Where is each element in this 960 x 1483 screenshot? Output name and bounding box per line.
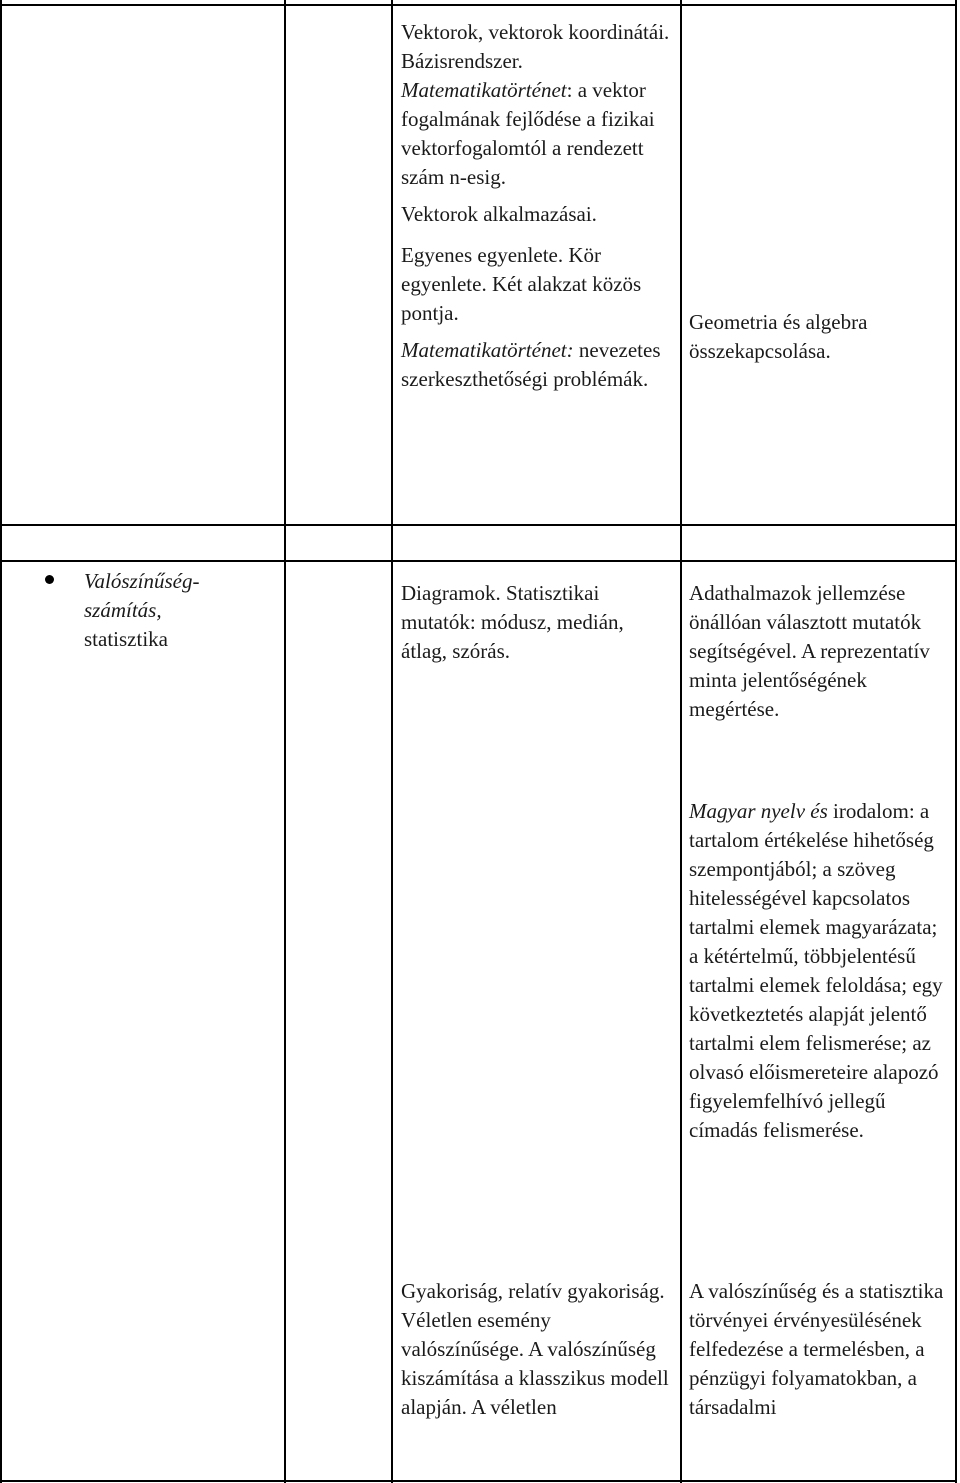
topic-line-2: számítás, — [84, 598, 162, 622]
probability-laws-connection: A valószínűség és a statisztika törvényei érvényesülésének felfedezése a termelésben, a pénzügyi folyamatokban, a társadalmi — [689, 1279, 944, 1419]
history-label-2: Matematikatörténet: — [401, 338, 574, 362]
row2-connections-a — [689, 579, 951, 724]
table-border-top — [0, 4, 957, 6]
row2-content-b — [401, 1277, 673, 1422]
table-border-right — [955, 0, 957, 1483]
topic-line-1: Valószínűség- — [84, 569, 200, 593]
literature-label: Magyar nyelv és — [689, 799, 828, 823]
history-text: : a vektor fogalmának fejlődése a fizikai vektorfogalomtól a rendezett szám n-esig. — [401, 78, 655, 189]
literature-connection — [689, 797, 951, 1145]
probability-content: Gyakoriság, relatív gyakoriság. Véletlen esemény valószínűsége. A valószínűség kiszámítása a klasszikus modell alapján. A véletlen — [401, 1279, 669, 1419]
literature-text: irodalom: a tartalom értékelése hihetőség szempontjából; a szöveg hitelességével kapcsolatos tartalmi elemek magyarázata; a kétértelmű, többjelentésű tartalmi elemek feloldása; egy következtetés alapját jelentő tartalmi elem felismerése; az olvasó előismereteire alapozó figyelemfelhívó jellegű címadás felismerése. — [689, 799, 943, 1142]
statistics-content: Diagramok. Statisztikai mutatók: módusz, medián, átlag, szórás. — [401, 581, 624, 663]
data-sets-connection: Adathalmazok jellemzése önállóan választott mutatók segítségével. A reprezentatív minta jelentőségének megértése. — [689, 581, 930, 721]
topic-line-3: statisztika — [84, 627, 168, 651]
column-divider-2 — [391, 0, 393, 1483]
row1-content-para-1: Vektorok, vektorok koordinátái. Bázisrendszer. — [401, 20, 670, 73]
row1-content-cell — [401, 18, 673, 394]
row1-content-para-4: Egyenes egyenlete. Kör egyenlete. Két alakzat közös pontja. — [401, 243, 642, 325]
row1-connections-cell — [689, 308, 951, 366]
row1-connection-text: Geometria és algebra összekapcsolása. — [689, 310, 868, 363]
table-border-bottom — [0, 1480, 957, 1482]
history-label: Matematikatörténet — [401, 78, 567, 102]
row-divider-1 — [0, 524, 957, 526]
column-divider-3 — [680, 0, 682, 1483]
column-divider-1 — [284, 0, 286, 1483]
topic-cell — [84, 567, 274, 654]
row2-connections-b — [689, 797, 951, 1145]
row1-content-para-2 — [401, 76, 673, 192]
row1-content-para-3: Vektorok alkalmazásai. — [401, 202, 597, 226]
row-divider-2 — [0, 560, 957, 562]
table-border-left — [0, 0, 2, 1483]
bullet-icon — [45, 575, 54, 584]
row2-content-a — [401, 579, 673, 666]
row1-content-para-5 — [401, 336, 673, 394]
history-text-2: nevezetes szerkeszthetőségi problémák. — [401, 338, 661, 391]
row2-connections-c — [689, 1277, 951, 1422]
